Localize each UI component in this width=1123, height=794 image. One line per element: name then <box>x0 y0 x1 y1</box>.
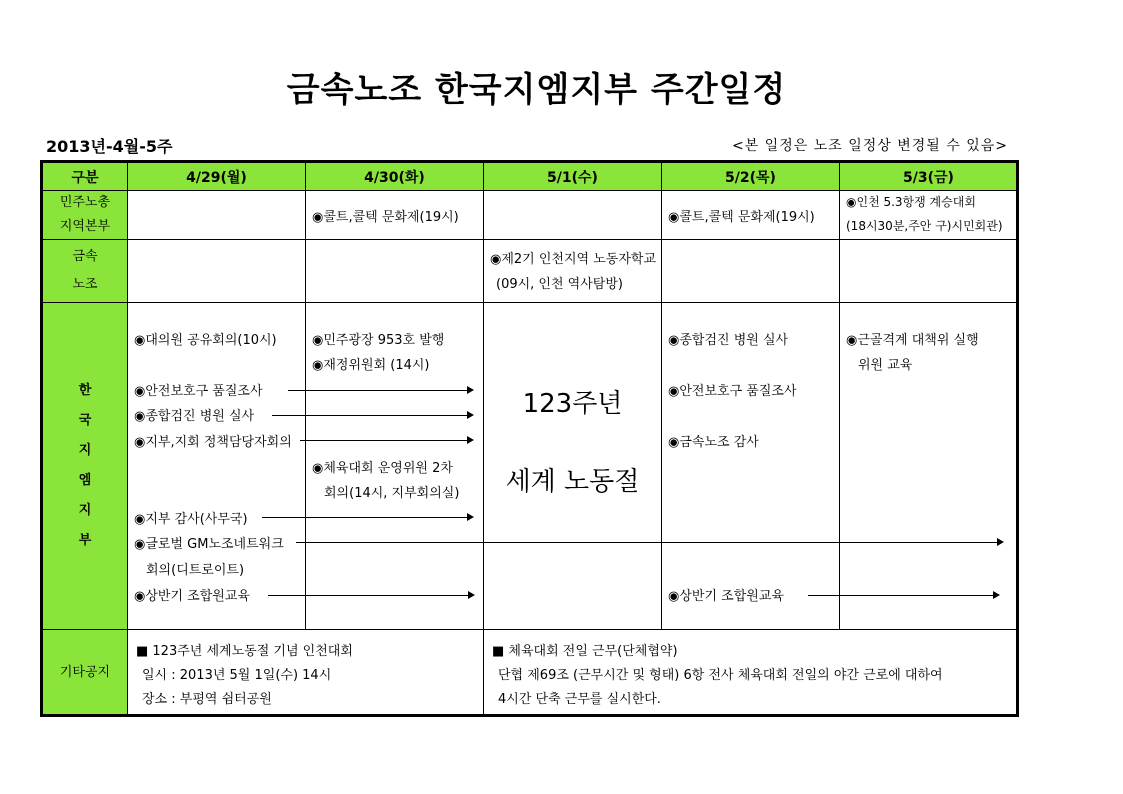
labor-day-label: 123주년 <box>522 389 623 419</box>
schedule-notice: <본 일정은 노조 일정상 변경될 수 있음> <box>731 138 1008 154</box>
arrow-education-thu <box>808 595 998 596</box>
event-policy-meeting: ◉지부,지회 정책담당자회의 <box>134 435 292 450</box>
cell-etc-right: ■ 체육대회 전일 근무(단체협약) 단협 제69조 (근무시간 및 형태) 6항 전사 체육대회 전일의 야간 근로에 대하여 4시간 단축 근무를 실시한다. <box>484 630 1018 716</box>
row-label-region: 민주노총 지역본부 <box>43 191 128 240</box>
cell-etc-left: ■ 123주년 세계노동절 기념 인천대회 일시 : 2013년 5월 1일(수) 14시 장소 : 부평역 쉼터공원 <box>128 630 484 716</box>
cell-gm-thu: ◉종합검진 병원 실사 ◉안전보호구 품질조사 ◉금속노조 감사 ◉상반기 조합원교육 <box>662 303 840 630</box>
event-hospital-inspection: ◉종합검진 병원 실사 <box>134 409 255 424</box>
header-day-thu: 5/2(목) <box>662 163 840 191</box>
arrow-safety-gear <box>288 390 472 391</box>
arrow-education-mon <box>268 595 473 596</box>
row-label-etc: 기타공지 <box>43 630 128 716</box>
event-safety-gear-inspection: ◉안전보호구 품질조사 <box>134 384 263 399</box>
event-member-education: ◉상반기 조합원교육 <box>134 589 250 604</box>
cell-gm-tue: ◉민주광장 953호 발행 ◉재정위원회 (14시) ◉체육대회 운영위원 2차 회의(14시, 지부회의실) <box>306 303 484 630</box>
header-day-tue: 4/30(화) <box>306 163 484 191</box>
labor-day-label-2: 세계 노동절 <box>505 467 640 497</box>
cell-region-tue: ◉콜트,콜텍 문화제(19시) <box>306 191 484 240</box>
arrow-policy-meeting <box>300 440 472 441</box>
arrow-union-audit <box>262 517 472 518</box>
cell-region-thu: ◉콜트,콜텍 문화제(19시) <box>662 191 840 240</box>
cell-metal-wed: ◉제2기 인천지역 노동자학교 (09시, 인천 역사탐방) <box>484 240 662 303</box>
row-label-metal: 금속 노조 <box>43 240 128 303</box>
event-global-gm-network: ◉글로벌 GM노조네트워크 <box>134 537 284 552</box>
header-day-wed: 5/1(수) <box>484 163 662 191</box>
page-title: 금속노조 한국지엠지부 주간일정 <box>286 70 787 110</box>
arrow-hospital <box>272 415 472 416</box>
header-day-fri: 5/3(금) <box>840 163 1018 191</box>
arrow-global-network <box>296 542 1002 543</box>
week-label: 2013년-4월-5주 <box>46 137 173 156</box>
header-category: 구분 <box>43 163 128 191</box>
table-frame <box>40 160 1019 717</box>
event-delegates-meeting: ◉대의원 공유회의(10시) <box>134 333 277 348</box>
event-union-audit: ◉지부 감사(사무국) <box>134 512 248 527</box>
row-label-gm: 한 국 지 엠 지 부 <box>43 303 128 630</box>
cell-gm-mon: ◉대의원 공유회의(10시) ◉안전보호구 품질조사 ◉종합검진 병원 실사 ◉지부,지회 정책담당자회의 ◉지부 감사(사무국) ◉글로벌 GM노조네트워크 회의(디트로이트) ◉상반기 조합원교육 <box>128 303 306 630</box>
header-day-mon: 4/29(월) <box>128 163 306 191</box>
cell-region-fri: ◉인천 5.3항쟁 계승대회 (18시30분,주안 구)시민회관) <box>840 191 1018 240</box>
cell-gm-fri: ◉근골격계 대책위 실행 위원 교육 <box>840 303 1018 630</box>
